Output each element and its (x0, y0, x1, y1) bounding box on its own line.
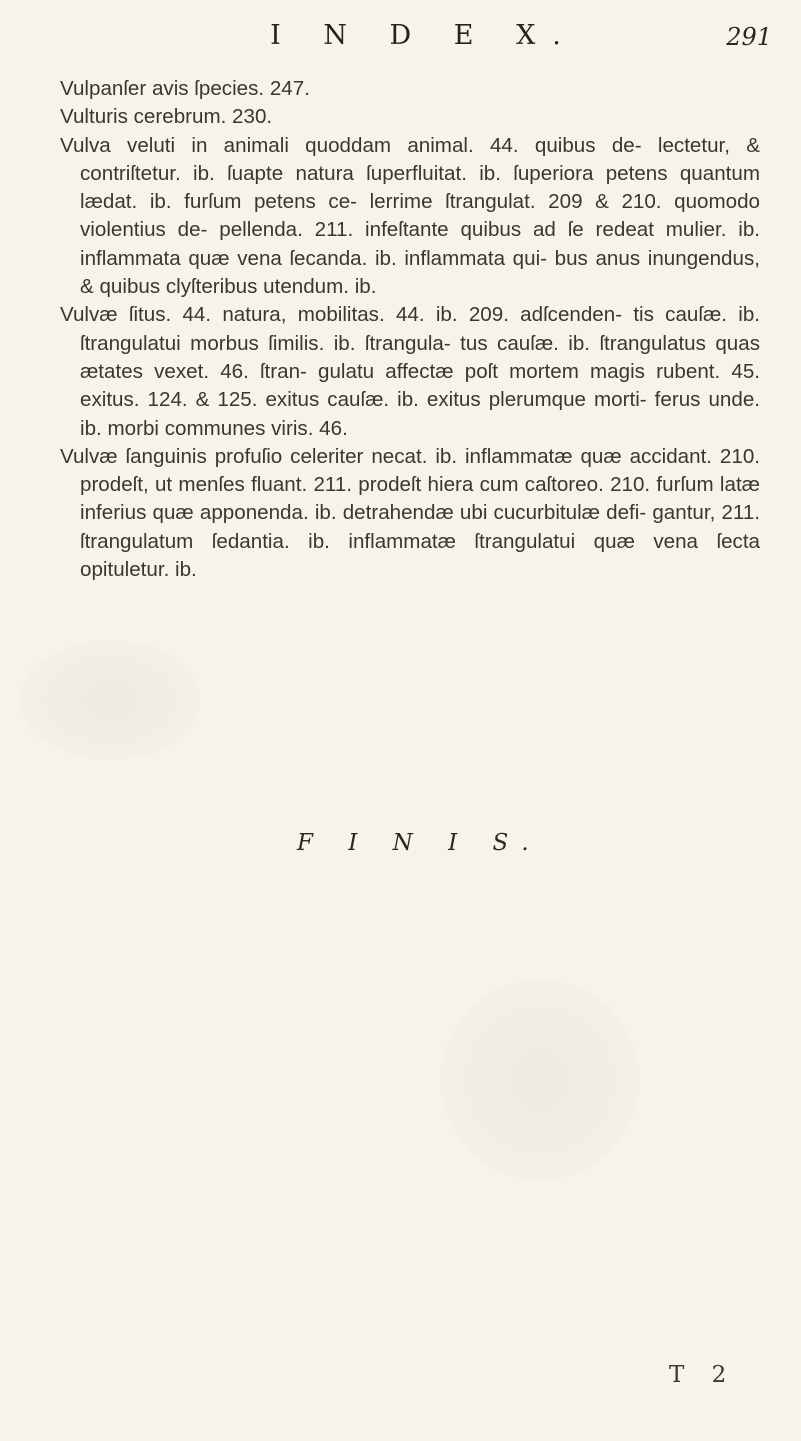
signature-mark: T 2 (669, 1362, 737, 1388)
index-entries (60, 75, 760, 584)
index-entry: Vulpanſer avis ſpecies. 247. (60, 77, 310, 100)
running-header (0, 20, 801, 60)
index-entry: Vulvæ ſanguinis profuſio celeriter necat. ib. inflammatæ quæ accidant. 210. prodeſt, ut menſes fluant. 211. prodeſt hiera cum caſtoreo. 210. furſum latæ inferius quæ apponenda. ib. detrahendæ ubi cucurbitulæ defi- gantur, 211. ſtrangulatum ſedantia. ib. inflammatæ ſtrangulatui quæ vena ſecta opituletur. ib. (60, 444, 760, 582)
index-entry: Vulva veluti in animali quoddam animal. 44. quibus de- lectetur, & contriſtetur. ib. ſuapte natura ſuperfluitat. ib. ſuperiora petens quantum lædat. ib. furſum petens ce- lerrime ſtrangulat. 209 & 210. quomodo violentius de- pellenda. 211. infeſtante quibus ad ſe redeat mulier. ib. inflammata quæ vena ſecanda. ib. inflammata qui- bus anus inungendus, & quibus clyſteribus utendum. ib. (60, 133, 760, 299)
page-title: I N D E X. (270, 20, 578, 51)
index-entry: Vulturis cerebrum. 230. (60, 105, 273, 129)
paper-stain (20, 640, 200, 760)
paper-stain (440, 980, 640, 1180)
page-number: 291 (726, 23, 772, 51)
index-entry: Vulvæ ſitus. 44. natura, mobilitas. 44. ib. 209. adſcenden- tis cauſæ. ib. ſtrangulatui morbus ſimilis. ib. ſtrangula- tus cauſæ. ib. ſtrangulatus quas ætates vexet. 46. ſtran- gulatu affectæ poſt mortem magis rubent. 45. exitus. 124. & 125. exitus cauſæ. ib. exitus plerumque morti- ferus unde. ib. morbi communes viris. 46. (60, 303, 760, 440)
finis-mark: F I N I S. (297, 830, 543, 856)
